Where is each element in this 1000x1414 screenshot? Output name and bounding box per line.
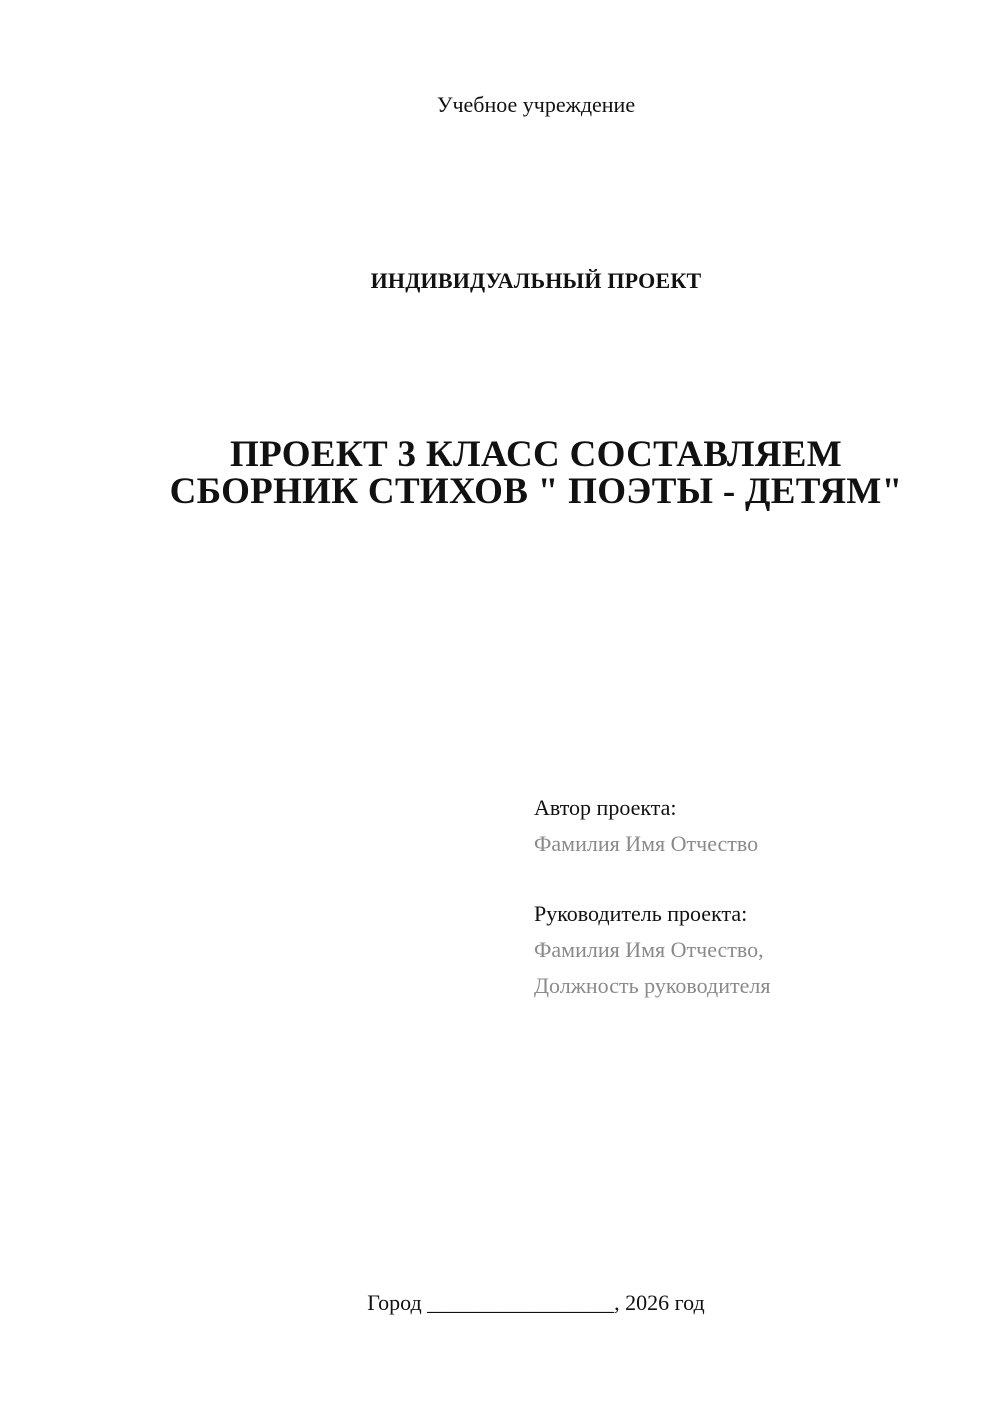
project-title-line-1: ПРОЕКТ 3 КЛАСС СОСТАВЛЯЕМ bbox=[230, 434, 842, 475]
supervisor-label: Руководитель проекта: bbox=[534, 901, 748, 926]
city-year-footer: Город _________________, 2026 год bbox=[367, 1290, 705, 1315]
info-spacer bbox=[534, 862, 974, 896]
author-label: Автор проекта: bbox=[534, 795, 677, 820]
project-type-heading: ИНДИВИДУАЛЬНЫЙ ПРОЕКТ bbox=[370, 268, 702, 293]
supervisor-position-placeholder: Должность руководителя bbox=[534, 973, 771, 998]
author-name-placeholder: Фамилия Имя Отчество bbox=[534, 831, 759, 856]
project-title-line-2: СБОРНИК СТИХОВ " ПОЭТЫ - ДЕТЯМ" bbox=[169, 471, 903, 512]
supervisor-name-placeholder: Фамилия Имя Отчество, bbox=[534, 937, 764, 962]
institution-name: Учебное учреждение bbox=[436, 92, 636, 117]
project-info-block bbox=[534, 790, 974, 1004]
project-title bbox=[0, 436, 1000, 510]
